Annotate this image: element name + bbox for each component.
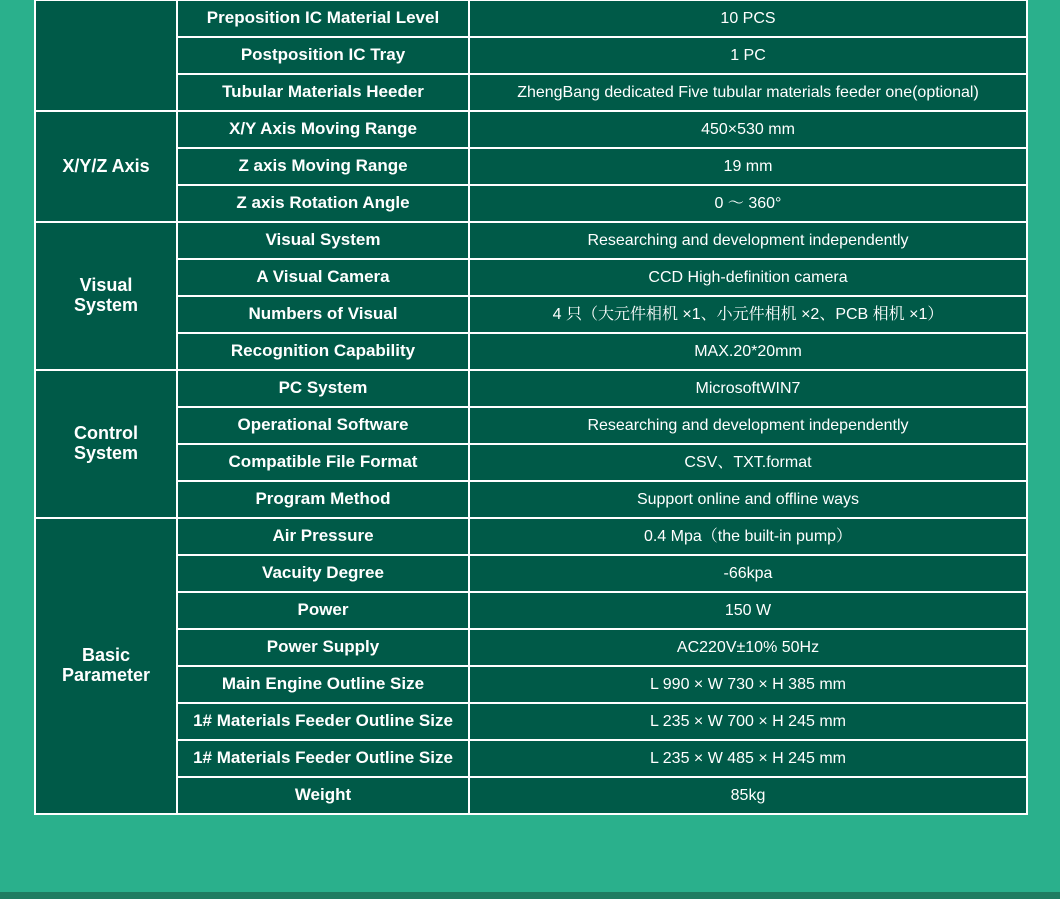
table-row [35, 148, 1027, 185]
spec-item-value: Support online and offline ways [469, 481, 1027, 518]
spec-item-label: Program Method [177, 481, 469, 518]
group-label: Basic [81, 645, 131, 666]
table-row [35, 111, 1027, 148]
spec-item-value: 4 只（大元件相机 ×1、小元件相机 ×2、PCB 相机 ×1） [469, 296, 1027, 333]
table-row [35, 740, 1027, 777]
spec-item-label: Power [177, 592, 469, 629]
spec-item-label: Tubular Materials Heeder [177, 74, 469, 111]
spec-item-value: MicrosoftWIN7 [469, 370, 1027, 407]
table-row [35, 518, 1027, 555]
spec-item-value: ZhengBang dedicated Five tubular materials feeder one(optional) [469, 74, 1027, 111]
table-row [35, 629, 1027, 666]
group-label: System [73, 443, 139, 463]
spec-item-value: 150 W [469, 592, 1027, 629]
group-label: Parameter [61, 665, 151, 685]
spec-table [34, 0, 1028, 815]
spec-item-label: X/Y Axis Moving Range [177, 111, 469, 148]
spec-item-value: 19 mm [469, 148, 1027, 185]
spec-item-label: Power Supply [177, 629, 469, 666]
spec-item-label: Air Pressure [177, 518, 469, 555]
table-row [35, 592, 1027, 629]
spec-table-body [35, 0, 1027, 814]
table-row [35, 185, 1027, 222]
table-row [35, 74, 1027, 111]
table-row [35, 370, 1027, 407]
group-label-cell [35, 111, 177, 222]
spec-item-label: Operational Software [177, 407, 469, 444]
spec-item-label: PC System [177, 370, 469, 407]
spec-item-value: AC220V±10% 50Hz [469, 629, 1027, 666]
spec-item-value: L 990 × W 730 × H 385 mm [469, 666, 1027, 703]
spec-item-value: -66kpa [469, 555, 1027, 592]
bottom-bar [0, 892, 1060, 899]
spec-item-value: L 235 × W 700 × H 245 mm [469, 703, 1027, 740]
group-label-cell [35, 222, 177, 370]
spec-item-value: 1 PC [469, 37, 1027, 74]
spec-item-label: 1# Materials Feeder Outline Size [177, 703, 469, 740]
spec-item-label: Z axis Moving Range [177, 148, 469, 185]
spec-item-value: L 235 × W 485 × H 245 mm [469, 740, 1027, 777]
table-row [35, 296, 1027, 333]
group-label-cell [35, 518, 177, 814]
group-label: System [73, 295, 139, 315]
spec-item-value: 450×530 mm [469, 111, 1027, 148]
spec-item-label: Visual System [177, 222, 469, 259]
table-row [35, 777, 1027, 814]
spec-item-label: Numbers of Visual [177, 296, 469, 333]
spec-item-label: A Visual Camera [177, 259, 469, 296]
table-row [35, 703, 1027, 740]
spec-item-label: Weight [177, 777, 469, 814]
spec-item-value: 0.4 Mpa（the built-in pump） [469, 518, 1027, 555]
spec-item-value: CCD High-definition camera [469, 259, 1027, 296]
spec-item-value: 85kg [469, 777, 1027, 814]
spec-item-label: Z axis Rotation Angle [177, 185, 469, 222]
spec-item-value: Researching and development independently [469, 222, 1027, 259]
spec-item-value: Researching and development independently [469, 407, 1027, 444]
spec-item-value: 0 ～ 360° [469, 185, 1027, 222]
table-row [35, 0, 1027, 37]
spec-item-value: 10 PCS [469, 0, 1027, 37]
group-label-cell [35, 370, 177, 518]
spec-item-value: CSV、TXT.format [469, 444, 1027, 481]
table-row [35, 333, 1027, 370]
group-label-cell [35, 0, 177, 111]
table-row [35, 37, 1027, 74]
group-label: Control [74, 423, 138, 444]
spec-item-label: Preposition IC Material Level [177, 0, 469, 37]
spec-item-label: Recognition Capability [177, 333, 469, 370]
table-row [35, 407, 1027, 444]
spec-item-label: 1# Materials Feeder Outline Size [177, 740, 469, 777]
table-row [35, 555, 1027, 592]
spec-item-label: Vacuity Degree [177, 555, 469, 592]
group-label: X/Y/Z Axis [62, 155, 150, 176]
spec-item-value: MAX.20*20mm [469, 333, 1027, 370]
table-row [35, 481, 1027, 518]
group-label: Visual [79, 275, 133, 296]
table-row [35, 666, 1027, 703]
table-row [35, 259, 1027, 296]
table-row [35, 444, 1027, 481]
table-row [35, 222, 1027, 259]
spec-item-label: Main Engine Outline Size [177, 666, 469, 703]
spec-item-label: Compatible File Format [177, 444, 469, 481]
spec-item-label: Postposition IC Tray [177, 37, 469, 74]
